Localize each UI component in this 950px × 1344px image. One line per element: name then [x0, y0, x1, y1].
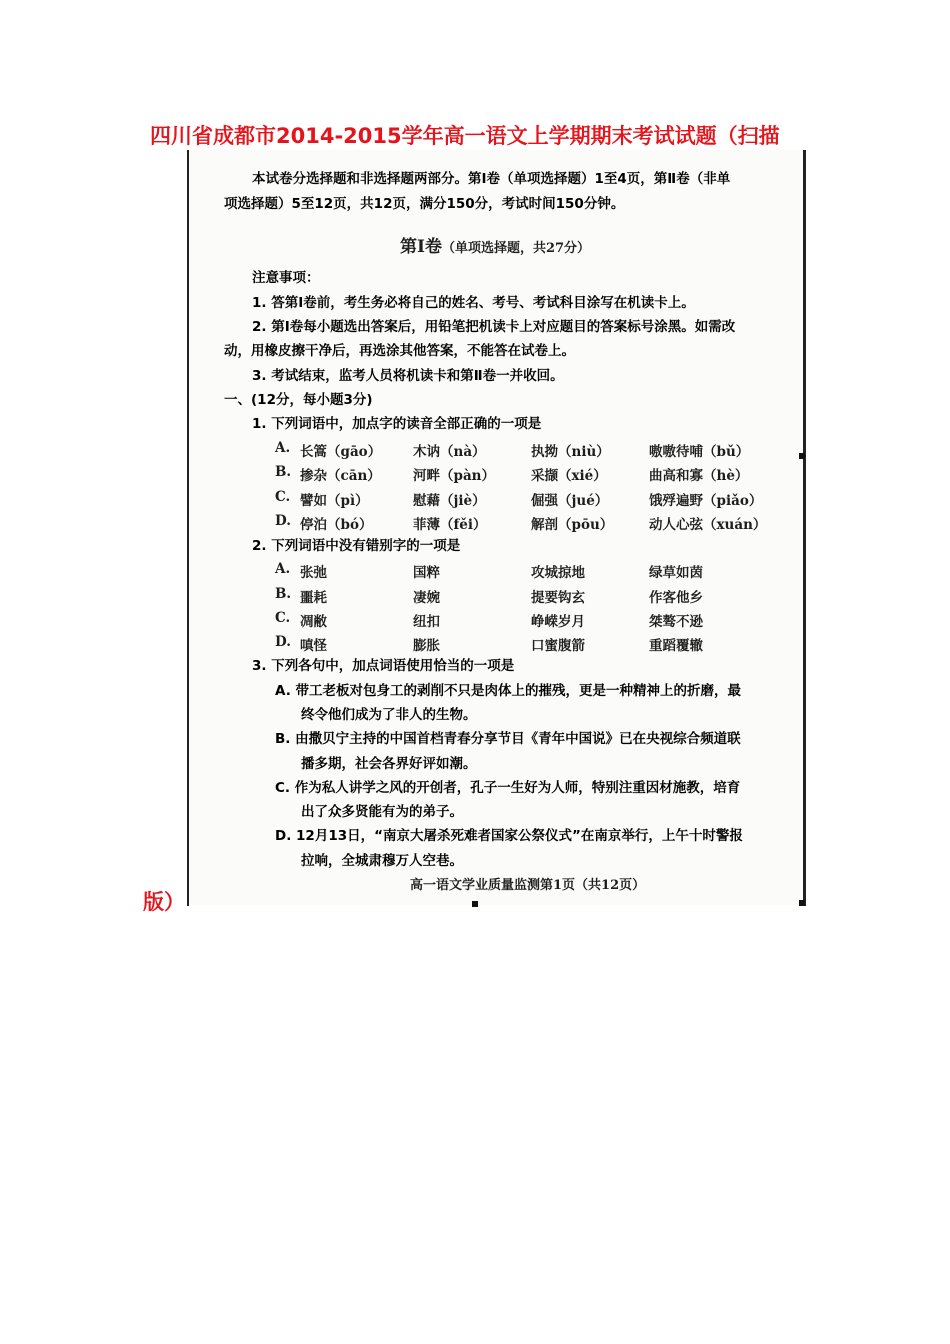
- notice-item-3: 3. 考试结束，监考人员将机读卡和第Ⅱ卷一并收回。: [252, 368, 564, 384]
- question-3-option-d: D. 12月13日，“南京大屠杀死难者国家公祭仪式”在南京举行，上午十时警报: [275, 828, 743, 844]
- registration-mark: [799, 453, 805, 459]
- scan-right-border: [803, 150, 806, 906]
- registration-mark: [799, 900, 805, 906]
- section-main: 第Ⅰ卷: [400, 237, 442, 257]
- question-3-option-a: A. 带工老板对包身工的剥削不只是肉体上的摧残，更是一种精神上的折磨，最: [275, 683, 742, 699]
- section-heading: [400, 232, 590, 257]
- intro-line-2: 项选择题）5至12页，共12页，满分150分，考试时间150分钟。: [224, 196, 625, 212]
- question-3-option-d-cont: 拉响，全城肃穆万人空巷。: [301, 853, 463, 869]
- notice-item-2-cont: 动，用橡皮擦干净后，再选涂其他答案，不能答在试卷上。: [224, 343, 575, 359]
- intro-line-1: 本试卷分选择题和非选择题两部分。第Ⅰ卷（单项选择题）1至4页，第Ⅱ卷（非单: [252, 171, 731, 187]
- registration-mark: [472, 901, 478, 907]
- part-one-heading: 一、(12分，每小题3分): [224, 392, 373, 408]
- question-1-stem: 1. 下列词语中，加点字的读音全部正确的一项是: [252, 416, 542, 432]
- document-title-continuation: 版）: [143, 890, 185, 914]
- notice-item-1: 1. 答第Ⅰ卷前，考生务必将自己的姓名、考号、考试科目涂写在机读卡上。: [252, 295, 695, 311]
- question-3-option-c: C. 作为私人讲学之风的开创者，孔子一生好为人师，特别注重因材施教，培育: [275, 780, 741, 796]
- question-3-option-b-cont: 播多期，社会各界好评如潮。: [301, 756, 477, 772]
- question-3-option-a-cont: 终令他们成为了非人的生物。: [301, 707, 477, 723]
- scan-left-border: [187, 150, 189, 906]
- section-sub: （单项选择题，共27分）: [441, 241, 591, 256]
- page-footer: 高一语文学业质量监测第1页（共12页）: [410, 878, 646, 893]
- question-3-option-b: B. 由撒贝宁主持的中国首档青春分享节目《青年中国说》已在央视综合频道联: [275, 731, 741, 747]
- question-2-stem: 2. 下列词语中没有错别字的一项是: [252, 538, 461, 554]
- question-3-option-c-cont: 出了众多贤能有为的弟子。: [301, 804, 463, 820]
- question-3-stem: 3. 下列各句中，加点词语使用恰当的一项是: [252, 658, 515, 674]
- notice-heading: 注意事项：: [252, 270, 320, 286]
- document-title: 四川省成都市2014-2015学年高一语文上学期期末考试试题（扫描: [150, 124, 780, 148]
- notice-item-2: 2. 第Ⅰ卷每小题选出答案后，用铅笔把机读卡上对应题目的答案标号涂黑。如需改: [252, 319, 736, 335]
